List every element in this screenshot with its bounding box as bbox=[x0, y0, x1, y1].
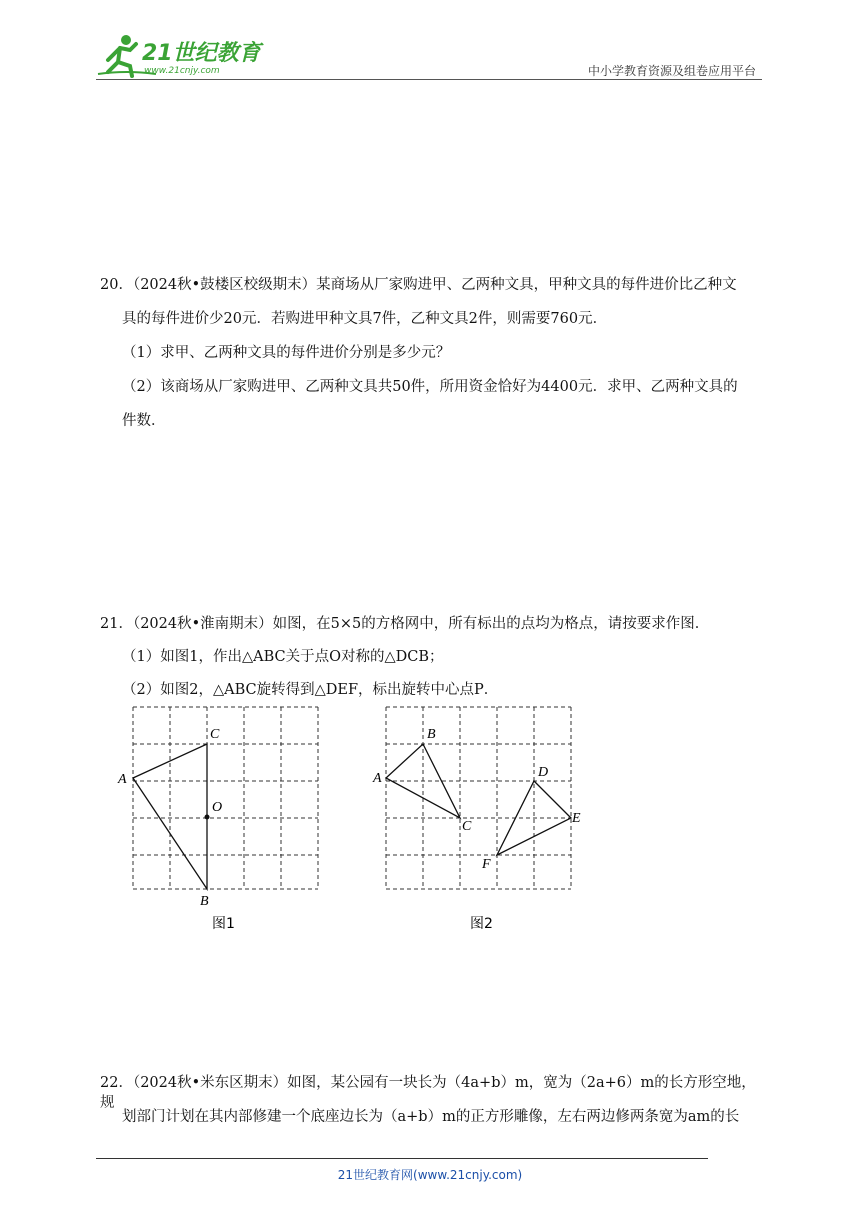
logo-text: 21世纪教育 bbox=[142, 41, 261, 66]
grid-2 bbox=[386, 707, 571, 889]
footer-link[interactable]: 21世纪教育网(www.21cnjy.com) bbox=[337, 1168, 523, 1182]
q20-part2-1: （2）该商场从厂家购进甲、乙两种文具共50件，所用资金恰好为4400元．求甲、乙两种文具的 bbox=[122, 379, 738, 395]
q20-number: 20． bbox=[100, 277, 133, 293]
q21-number: 21． bbox=[100, 616, 133, 632]
figure-2-caption: 图2 bbox=[470, 916, 493, 932]
platform-title: 中小学教育资源及组卷应用平台 bbox=[587, 64, 756, 78]
label-d: D bbox=[538, 765, 549, 780]
q22-text-1: 如图，某公园有一块长为（4a+b）m，宽为（2a+6）m的长方形空地，规 bbox=[100, 1075, 756, 1111]
label-o: O bbox=[212, 800, 223, 815]
figure-1 bbox=[110, 700, 340, 940]
q21-stem: 如图，在5×5的方格网中，所有标出的点均为格点，请按要求作图． bbox=[272, 616, 710, 632]
label-e: E bbox=[572, 811, 581, 826]
site-logo bbox=[96, 30, 266, 80]
q22-source: （2024秋•米东区期末） bbox=[132, 1075, 288, 1091]
point-o bbox=[205, 815, 210, 820]
grid-1 bbox=[133, 707, 318, 889]
q20-line1 bbox=[100, 275, 765, 295]
q21-part1: （1）如图1，作出△ABC关于点O对称的△DCB； bbox=[122, 649, 444, 665]
q21-part2: （2）如图2，△ABC旋转得到△DEF，标出旋转中心点P． bbox=[122, 682, 499, 698]
q21-source: （2024秋•淮南期末） bbox=[132, 616, 273, 632]
logo-url: www.21cnjy.com bbox=[144, 66, 220, 76]
label-f: F bbox=[482, 857, 491, 872]
q20-source: （2024秋•鼓楼区校级期末） bbox=[132, 277, 317, 293]
figure-1-caption: 图1 bbox=[212, 916, 235, 932]
footer-divider bbox=[96, 1158, 708, 1159]
header-divider bbox=[96, 79, 762, 80]
label-c: C bbox=[210, 727, 220, 742]
figure-2 bbox=[365, 700, 595, 940]
label-c2: C bbox=[462, 819, 472, 834]
q20-part2-2: 件数． bbox=[122, 413, 166, 429]
q20-stem-1: 某商场从厂家购进甲、乙两种文具，甲种文具的每件进价比乙种文 bbox=[316, 277, 737, 293]
label-b2: B bbox=[427, 727, 436, 742]
q22-text-2: 划部门计划在其内部修建一个底座边长为（a+b）m的正方形雕像，左右两边修两条宽为am的长 bbox=[122, 1109, 740, 1125]
q20-part1: （1）求甲、乙两种文具的每件进价分别是多少元？ bbox=[122, 345, 451, 361]
label-a2: A bbox=[373, 771, 382, 786]
q20-stem-2: 具的每件进价少20元．若购进甲种文具7件，乙种文具2件，则需要760元． bbox=[122, 311, 608, 327]
q21-line1 bbox=[100, 614, 765, 634]
label-a: A bbox=[118, 772, 127, 787]
q22-number: 22． bbox=[100, 1075, 133, 1091]
label-b: B bbox=[200, 894, 209, 909]
